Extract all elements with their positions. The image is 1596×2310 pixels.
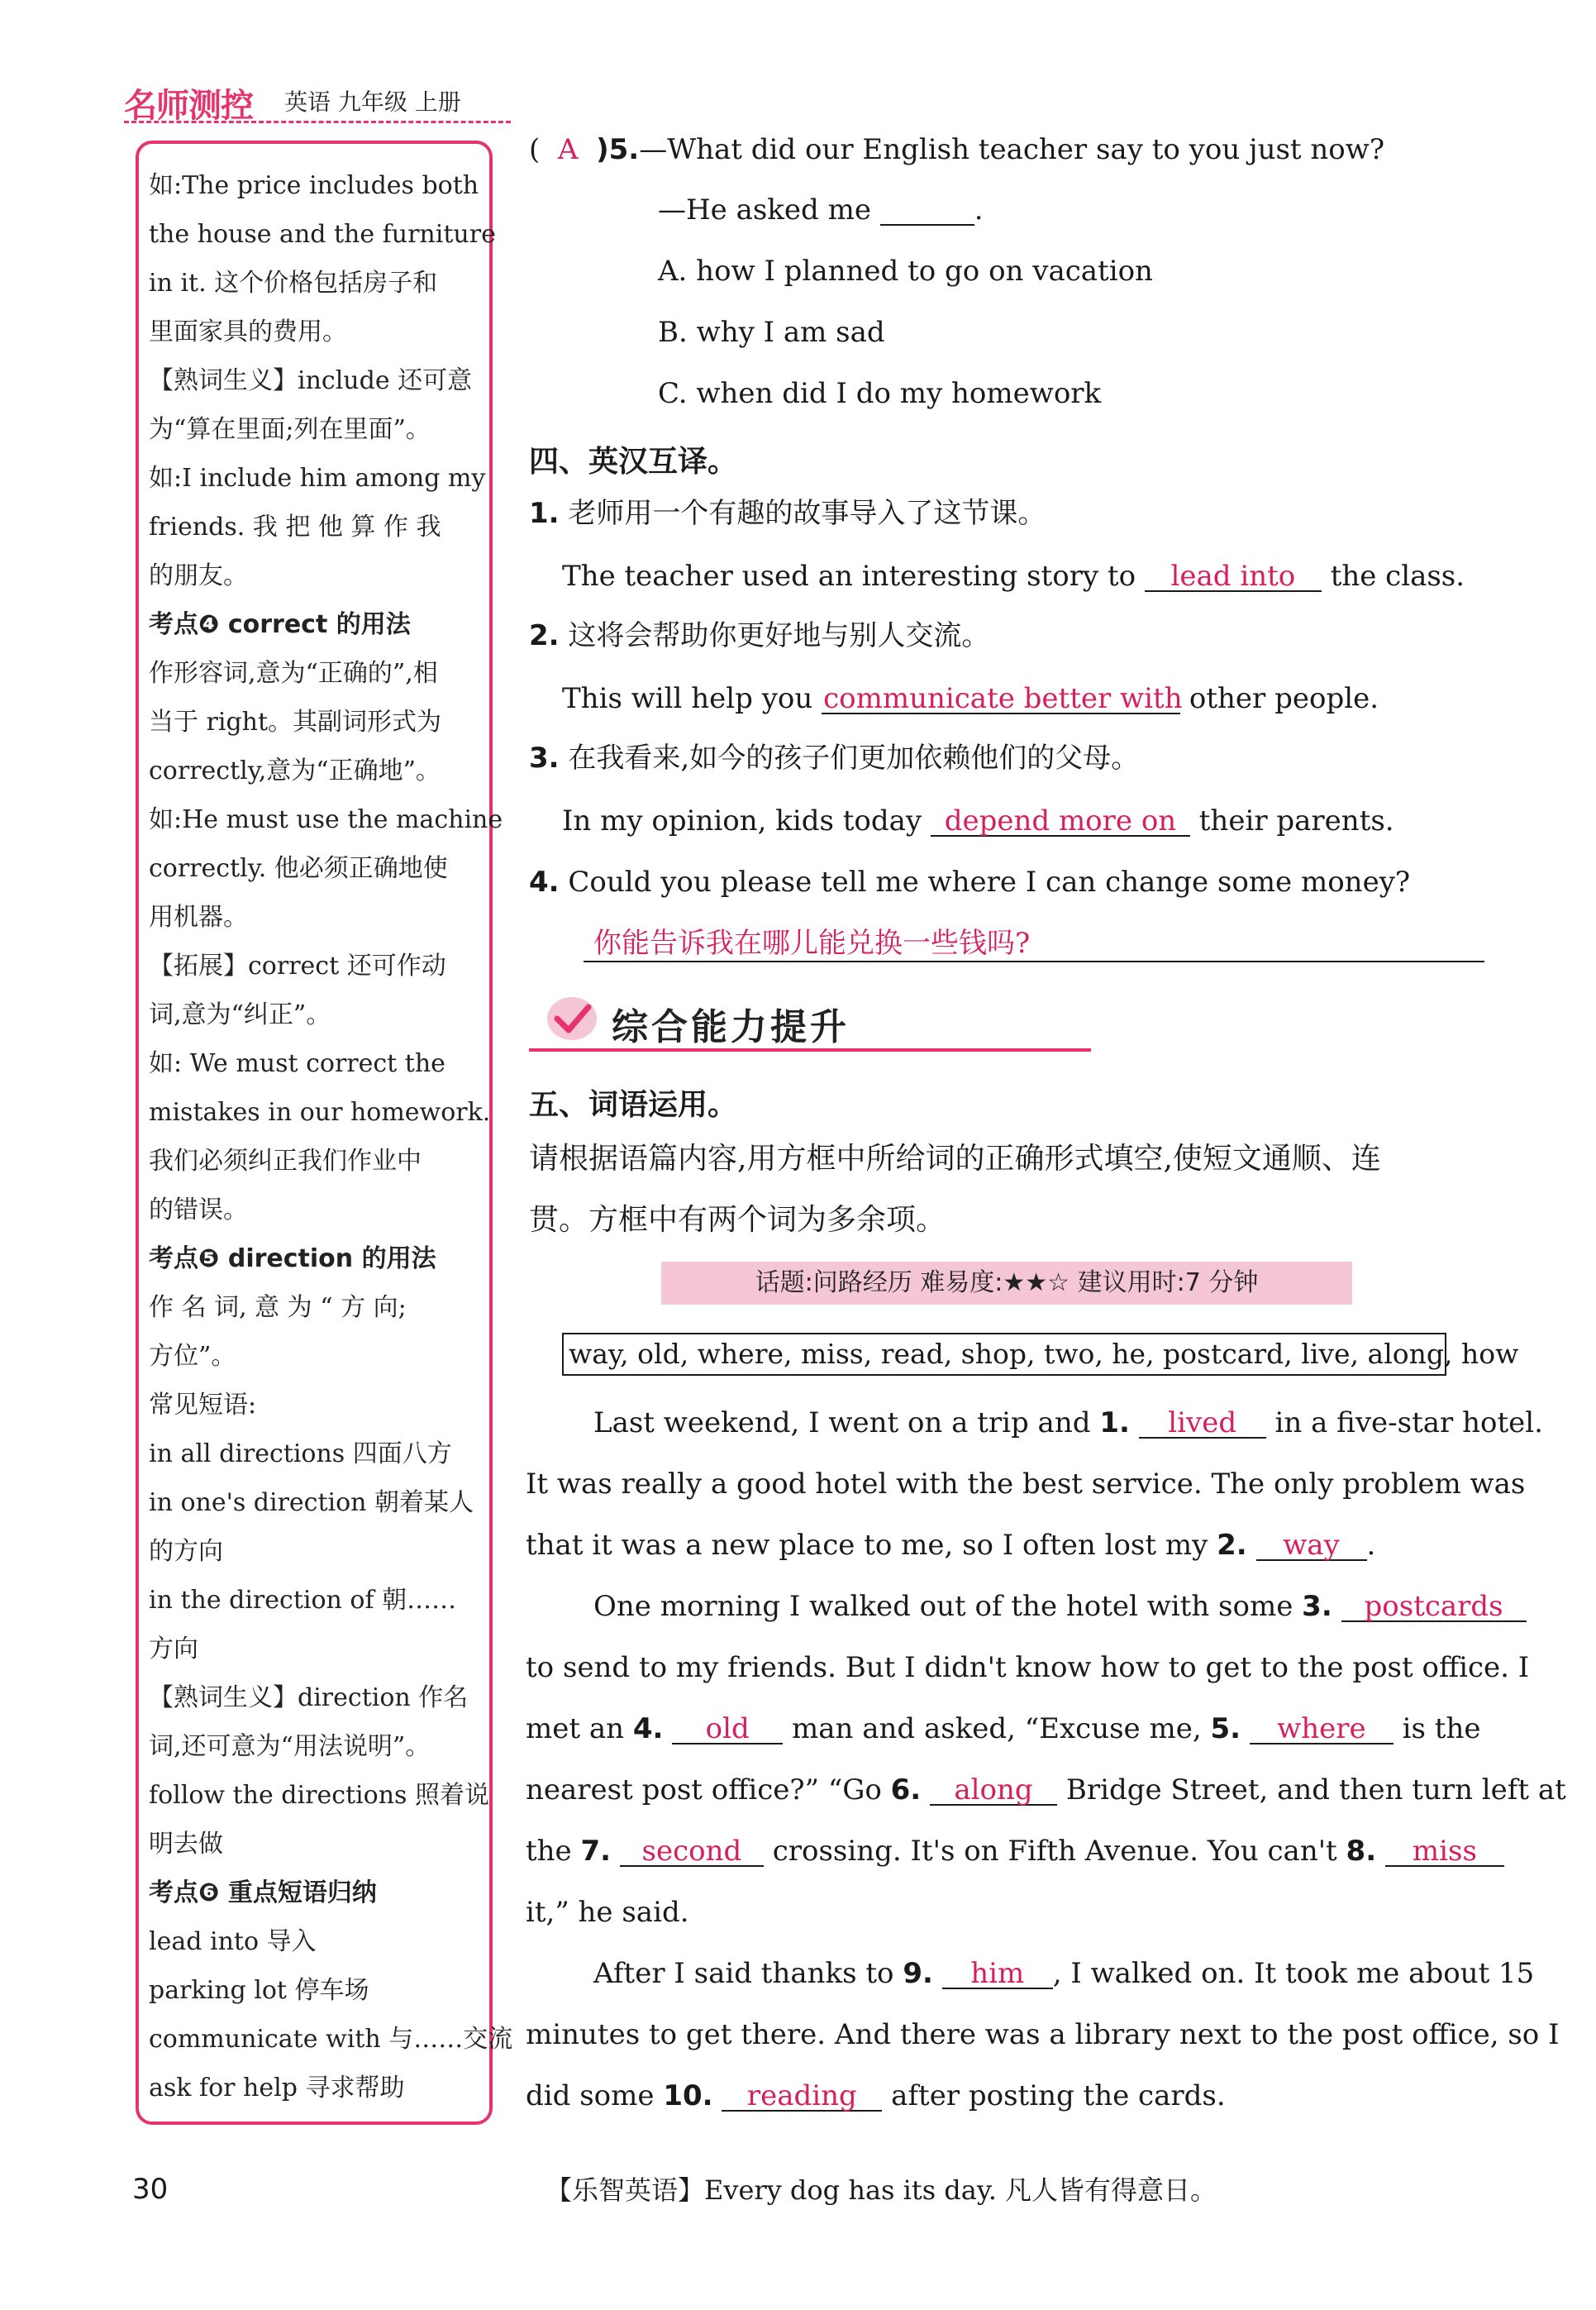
sidebar-note-line: parking lot 停车场 bbox=[149, 1976, 369, 2005]
sidebar-note-line: correctly. 他必须正确地使 bbox=[149, 854, 448, 883]
s4-item3-pre: In my opinion, kids today bbox=[562, 804, 922, 838]
p-answer-1: lived bbox=[1139, 1409, 1266, 1439]
word-box: way, old, where, miss, read, shop, two, he, postcard, live, along, how bbox=[562, 1333, 1446, 1376]
sidebar-note-line: friends. 我 把 他 算 作 我 bbox=[149, 513, 441, 542]
sidebar-note-line: 的方向 bbox=[149, 1537, 223, 1566]
p-answer-3: postcards bbox=[1341, 1592, 1527, 1622]
sidebar-note-line: 考点❺ direction 的用法 bbox=[149, 1244, 436, 1273]
sidebar-note-line: lead into 导入 bbox=[149, 1927, 317, 1956]
p-l6a: met an bbox=[526, 1712, 624, 1745]
sidebar-note-line: 【熟词生义】include 还可意 bbox=[149, 366, 473, 395]
s4-item2-post: other people. bbox=[1189, 682, 1379, 715]
sidebar-note-line: 明去做 bbox=[149, 1830, 223, 1859]
sidebar-note-line: 方位”。 bbox=[149, 1342, 236, 1371]
sidebar-note-line: 为“算在里面;列在里面”。 bbox=[149, 415, 431, 444]
q5-stem-text: —He asked me bbox=[658, 193, 871, 227]
s4-item2-answer: communicate better with bbox=[823, 682, 1183, 715]
q5-answer: A bbox=[557, 133, 579, 166]
passage-line-11: minutes to get there. And there was a library next to the post office, so I bbox=[526, 2018, 1560, 2051]
section5-instruction-1: 请根据语篇内容,用方框中所给词的正确形式填空,使短文通顺、连 bbox=[529, 1142, 1381, 1176]
p-n6: 6. bbox=[890, 1773, 922, 1806]
sidebar-note-line: 当于 right。其副词形式为 bbox=[149, 708, 442, 737]
p-n10: 10. bbox=[663, 2079, 713, 2112]
topic-bar: 话题:问路经历 难易度:★★☆ 建议用时:7 分钟 bbox=[661, 1262, 1352, 1305]
p-l6b: man and asked, “Excuse me, bbox=[792, 1712, 1202, 1745]
passage-line-5: to send to my friends. But I didn't know how to get to the post office. I bbox=[526, 1651, 1530, 1684]
brand-logo: 名师测控 bbox=[124, 87, 253, 125]
p-n5: 5. bbox=[1210, 1712, 1241, 1745]
p-answer-8: miss bbox=[1385, 1837, 1504, 1867]
p-l10b: , I walked on. It took me about 15 bbox=[1052, 1957, 1535, 1990]
q5-option-c: C. when did I do my homework bbox=[658, 377, 1102, 410]
passage-line-4 bbox=[593, 1592, 1527, 1622]
header-rule bbox=[124, 121, 511, 123]
sidebar-note-line: mistakes in our homework. bbox=[149, 1098, 491, 1127]
q5-blank bbox=[880, 196, 974, 226]
s4-item1-answer: lead into bbox=[1145, 562, 1322, 592]
s4-item4-num: 4. bbox=[529, 866, 560, 899]
p-l1a: Last weekend, I went on a trip and bbox=[593, 1406, 1091, 1439]
sidebar-note-line: 的错误。 bbox=[149, 1196, 248, 1224]
s4-item1-en bbox=[562, 562, 1465, 592]
s4-item2-pre: This will help you bbox=[562, 682, 813, 715]
sidebar-note-line: in all directions 四面八方 bbox=[149, 1439, 452, 1468]
p-n8: 8. bbox=[1346, 1835, 1377, 1868]
passage-line-8 bbox=[526, 1837, 1504, 1867]
s4-item1-num: 1. bbox=[529, 497, 560, 530]
sidebar-note-line: 考点❻ 重点短语归纳 bbox=[149, 1878, 377, 1907]
p-l7a: nearest post office?” “Go bbox=[526, 1773, 882, 1806]
s4-item2-num: 2. bbox=[529, 619, 560, 652]
passage-line-7 bbox=[526, 1773, 1566, 1806]
p-l12a: did some bbox=[526, 2079, 655, 2112]
sidebar-note-line: 我们必须纠正我们作业中 bbox=[149, 1147, 422, 1176]
s4-item4-answer: 你能告诉我在哪儿能兑换一些钱吗? bbox=[593, 927, 1031, 960]
p-answer-7: second bbox=[620, 1837, 764, 1867]
sidebar-note-line: 里面家具的费用。 bbox=[149, 317, 347, 346]
sidebar-note-line: 常见短语: bbox=[149, 1391, 257, 1420]
p-l10a: After I said thanks to bbox=[593, 1957, 894, 1990]
s4-item2-cn-text: 这将会帮助你更好地与别人交流。 bbox=[568, 619, 990, 652]
sidebar-note-line: 的朋友。 bbox=[149, 561, 248, 590]
passage-line-3 bbox=[526, 1531, 1375, 1561]
p-answer-9: him bbox=[942, 1959, 1053, 1989]
s4-item3-cn-text: 在我看来,如今的孩子们更加依赖他们的父母。 bbox=[568, 742, 1140, 775]
p-l3a: that it was a new place to me, so I often lost my bbox=[526, 1529, 1208, 1562]
p-l3b: . bbox=[1366, 1529, 1376, 1562]
sidebar-note-line: 如: We must correct the bbox=[149, 1049, 445, 1078]
s4-item3-num: 3. bbox=[529, 742, 560, 775]
q5-option-a: A. how I planned to go on vacation bbox=[658, 255, 1153, 288]
banner-rule bbox=[529, 1048, 1091, 1052]
s4-item1-pre: The teacher used an interesting story to bbox=[562, 560, 1136, 593]
banner-title: 综合能力提升 bbox=[612, 1006, 850, 1048]
section5-title: 五、词语运用。 bbox=[529, 1088, 738, 1122]
s4-item3-post: their parents. bbox=[1198, 804, 1394, 838]
s4-item3-en bbox=[562, 804, 1394, 838]
p-l12b: after posting the cards. bbox=[891, 2079, 1226, 2112]
p-answer-6: along bbox=[930, 1776, 1057, 1806]
sidebar-note-line: 用机器。 bbox=[149, 903, 248, 932]
q5-option-b: B. why I am sad bbox=[658, 316, 885, 349]
page-number: 30 bbox=[132, 2173, 169, 2206]
p-l6c: is the bbox=[1402, 1712, 1481, 1745]
passage-line-2: It was really a good hotel with the best service. The only problem was bbox=[526, 1468, 1526, 1501]
q5-stem: —He asked me . bbox=[658, 193, 984, 227]
p-n4: 4. bbox=[632, 1712, 664, 1745]
footer-motto: 【乐智英语】Every dog has its day. 凡人皆有得意日。 bbox=[545, 2174, 1217, 2206]
passage-line-10 bbox=[593, 1959, 1534, 1989]
p-l7b: Bridge Street, and then turn left at bbox=[1065, 1773, 1566, 1806]
s4-item3-cn bbox=[529, 742, 1140, 775]
s4-item4-text: Could you please tell me where I can change some money? bbox=[568, 866, 1411, 899]
section4-title: 四、英汉互译。 bbox=[529, 445, 738, 479]
passage-line-6 bbox=[526, 1712, 1481, 1745]
sidebar-note-line: 【拓展】correct 还可作动 bbox=[149, 952, 446, 981]
sidebar-note-line: the house and the furniture bbox=[149, 220, 496, 249]
p-answer-2: way bbox=[1256, 1531, 1367, 1561]
p-answer-4: old bbox=[672, 1715, 783, 1744]
sidebar-note-line: in one's direction 朝着某人 bbox=[149, 1488, 474, 1517]
sidebar-note-line: 作形容词,意为“正确的”,相 bbox=[149, 659, 438, 688]
q5-line: ( A )5.—What did our English teacher say to you just now? bbox=[529, 133, 1385, 166]
s4-item2-en bbox=[562, 682, 1379, 715]
p-n1: 1. bbox=[1099, 1406, 1130, 1439]
sidebar-note-line: 考点❹ correct 的用法 bbox=[149, 610, 411, 639]
p-answer-5: where bbox=[1250, 1715, 1394, 1744]
s4-item1-cn-text: 老师用一个有趣的故事导入了这节课。 bbox=[568, 497, 1046, 530]
sidebar-note-line: 方向 bbox=[149, 1635, 198, 1663]
p-n7: 7. bbox=[580, 1835, 612, 1868]
p-n9: 9. bbox=[903, 1957, 933, 1990]
p-l4a: One morning I walked out of the hotel with some bbox=[593, 1590, 1293, 1623]
sidebar-note-line: 如:The price includes both bbox=[149, 171, 479, 200]
passage-line-1 bbox=[593, 1406, 1543, 1439]
p-n3: 3. bbox=[1302, 1590, 1332, 1623]
sidebar-note-line: ask for help 寻求帮助 bbox=[149, 2074, 405, 2102]
sidebar-note-line: in it. 这个价格包括房子和 bbox=[149, 269, 438, 298]
p-l1b: in a five-star hotel. bbox=[1274, 1406, 1543, 1439]
sidebar-note-line: follow the directions 照着说 bbox=[149, 1781, 489, 1810]
sidebar-note-line: communicate with 与……交流 bbox=[149, 2025, 513, 2054]
s4-item3-answer: depend more on bbox=[931, 807, 1190, 837]
sidebar-note-line: correctly,意为“正确地”。 bbox=[149, 756, 441, 785]
s4-item1-cn bbox=[529, 497, 1046, 530]
p-l8a: the bbox=[526, 1835, 572, 1868]
p-answer-10: reading bbox=[722, 2082, 882, 2112]
sidebar-note-line: 如:I include him among my bbox=[149, 464, 486, 493]
p-n2: 2. bbox=[1217, 1529, 1247, 1562]
q5-number: )5. bbox=[596, 133, 640, 166]
section5-instruction-2: 贯。方框中有两个词为多余项。 bbox=[529, 1203, 946, 1237]
sidebar-note-line: 词,还可意为“用法说明”。 bbox=[149, 1732, 431, 1761]
sidebar-note-line: 作 名 词, 意 为 “ 方 向; bbox=[149, 1293, 407, 1322]
sidebar-note-line: 如:He must use the machine bbox=[149, 805, 503, 834]
sidebar-note-line: 【熟词生义】direction 作名 bbox=[149, 1683, 469, 1712]
passage-line-12 bbox=[526, 2079, 1226, 2112]
s4-item2-cn bbox=[529, 619, 990, 652]
s4-item4-answer-line bbox=[584, 961, 1484, 962]
s4-item4-en bbox=[529, 866, 1411, 899]
q5-question: —What did our English teacher say to you just now? bbox=[639, 133, 1385, 166]
s4-item1-post: the class. bbox=[1330, 560, 1465, 593]
sidebar-note-line: 词,意为“纠正”。 bbox=[149, 1000, 331, 1029]
passage-line-9: it,” he said. bbox=[526, 1896, 689, 1929]
sidebar-note-line: in the direction of 朝…… bbox=[149, 1586, 457, 1615]
p-l8b: crossing. It's on Fifth Avenue. You can't bbox=[772, 1835, 1337, 1868]
check-icon bbox=[545, 992, 598, 1045]
book-info: 英语 九年级 上册 bbox=[284, 88, 461, 116]
